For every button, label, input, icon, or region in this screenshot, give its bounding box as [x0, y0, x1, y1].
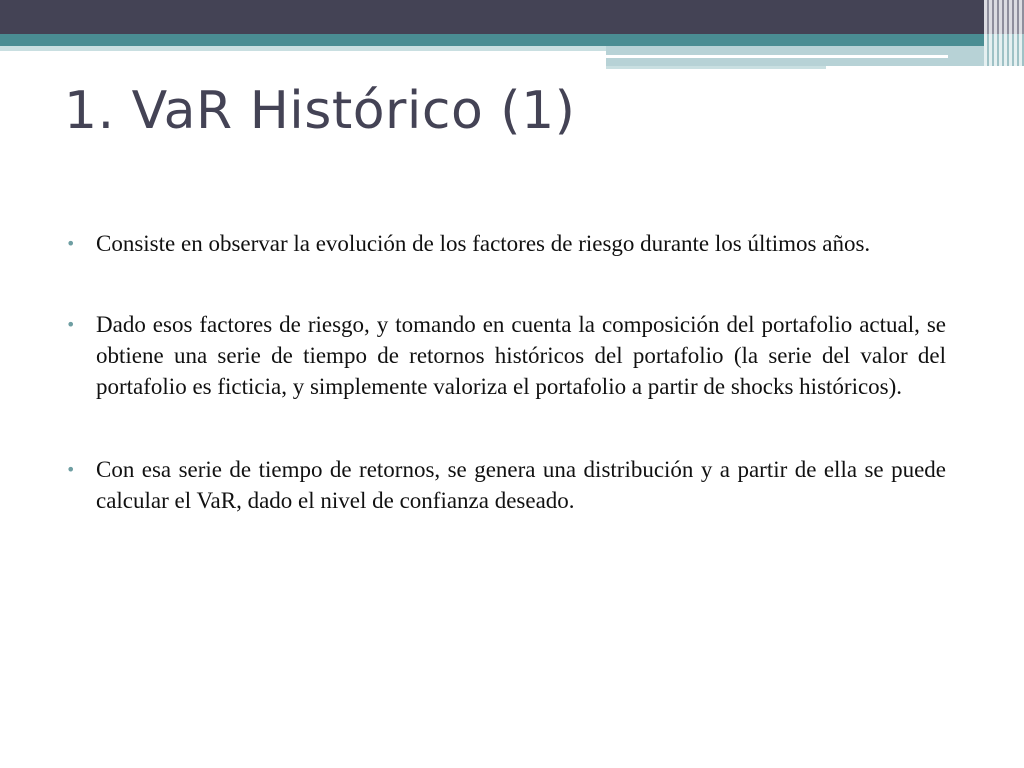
- bullet-text: Con esa serie de tiempo de retornos, se genera una distribución y a partir de ella se puede calcular el VaR, dado el nivel de confianza deseado.: [96, 457, 946, 513]
- bullet-item-1: [66, 228, 946, 259]
- bullet-dot-icon: •: [66, 315, 76, 334]
- bullet-text: Dado esos factores de riesgo, y tomando en cuenta la composición del portafolio actual, se obtiene una serie de tiempo de retornos históricos del portafolio (la serie del valor del portafolio es ficticia, y simplemente valoriza el portafolio a partir de shocks históricos).: [96, 312, 946, 399]
- header-band-light: [0, 46, 606, 51]
- bullet-dot-icon: •: [66, 460, 76, 479]
- header-band-dark: [0, 0, 1024, 34]
- header-rule-white: [606, 55, 948, 58]
- header-rule-light: [606, 66, 826, 69]
- slide-title: 1. VaR Histórico (1): [64, 81, 576, 141]
- header-band-teal: [0, 34, 1024, 46]
- bullet-text: Consiste en observar la evolución de los factores de riesgo durante los últimos años.: [96, 231, 871, 256]
- bullet-dot-icon: •: [66, 234, 76, 253]
- bullet-item-2: [66, 309, 946, 402]
- bullet-item-3: [66, 454, 946, 516]
- bullet-list: [66, 228, 946, 566]
- header-stripes-teal-decoration: [984, 34, 1024, 66]
